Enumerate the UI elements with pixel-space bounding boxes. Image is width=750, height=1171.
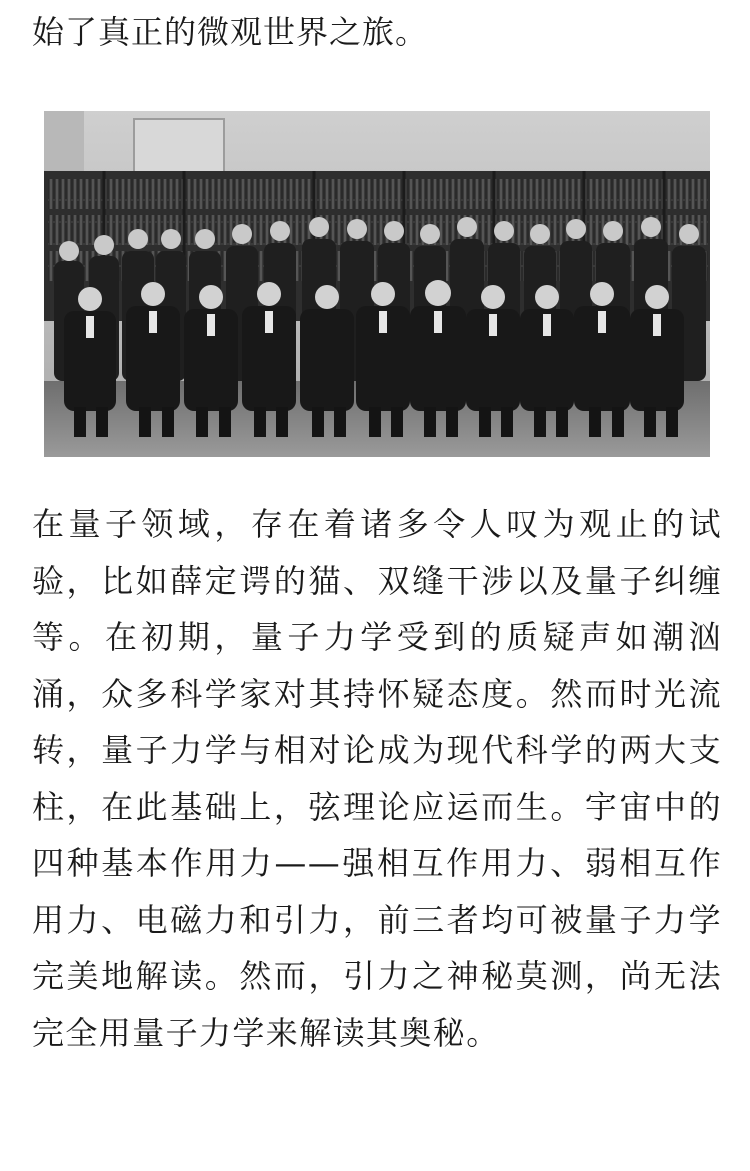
lead-line: 始了真正的微观世界之旅。 <box>32 13 429 51</box>
group-photo <box>44 111 710 457</box>
body-paragraph: 在量子领域，存在着诸多令人叹为观止的试验，比如薛定谔的猫、双缝干涉以及量子纠缠等。在初期，量子力学受到的质疑声如潮汹涌，众多科学家对其持怀疑态度。然而时光流转，量子力学与相对论成为现代科学的两大支柱，在此基础上，弦理论应运而生。宇宙中的四种基本作用力——强相互作用力、弱相互作用力、电磁力和引力，前三者均可被量子力学完美地解读。然而，引力之神秘莫测，尚无法完全用量子力学来解读其奥秘。 <box>32 505 722 1052</box>
group-photo-image <box>44 111 710 457</box>
